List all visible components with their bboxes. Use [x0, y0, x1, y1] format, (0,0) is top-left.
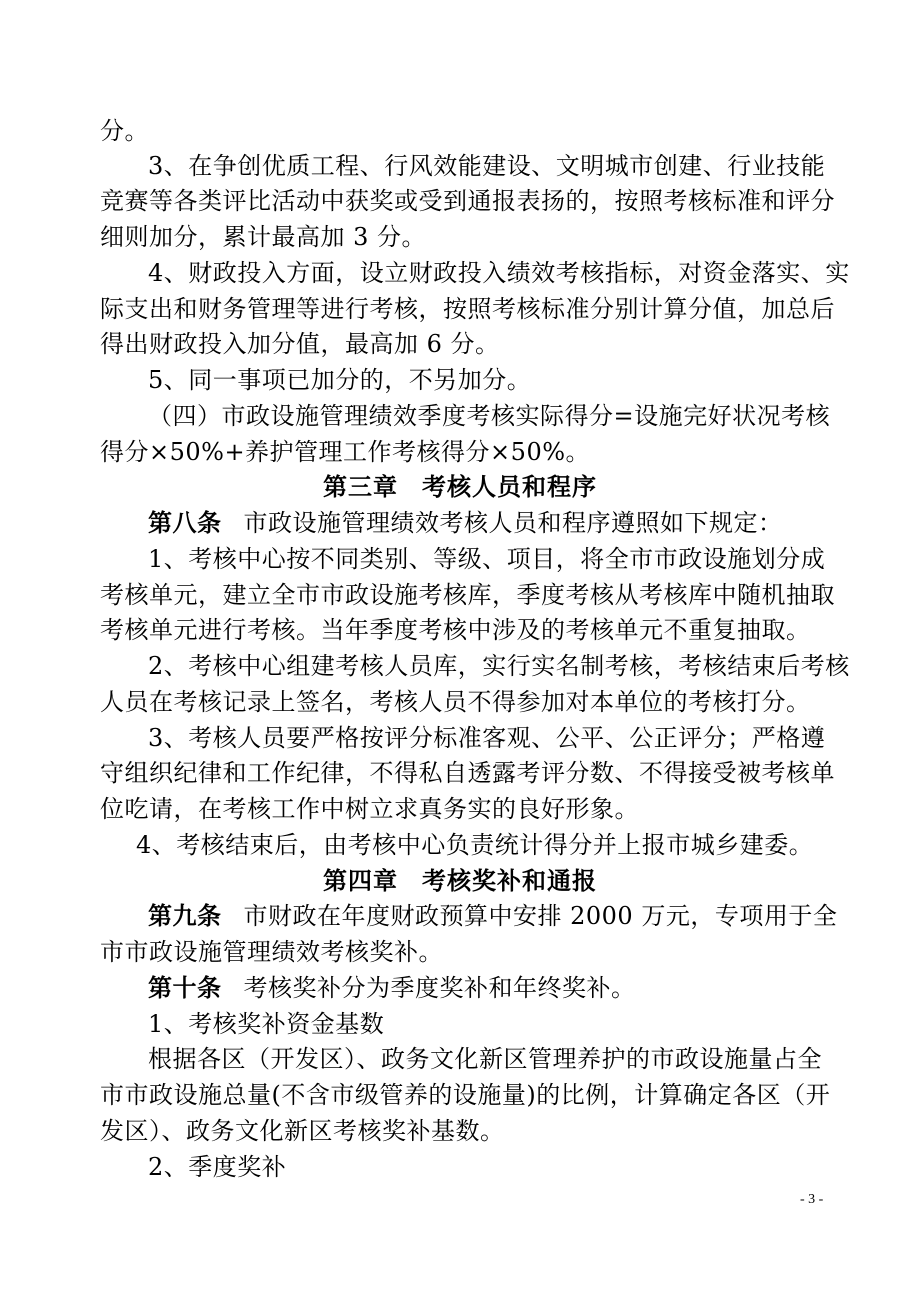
text-line: 发区）、政务文化新区考核奖补基数。: [100, 1117, 505, 1145]
text-line: 得分×50%+养护管理工作考核得分×50%。: [100, 438, 591, 466]
text-line: 根据各区（开发区）、政务文化新区管理养护的市政设施量占全: [148, 1045, 822, 1073]
text-line: 分。: [100, 117, 149, 145]
chapter-heading-3: [0, 472, 920, 502]
article-text: 考核奖补分为季度奖补和年终奖补。: [243, 974, 636, 1002]
text-line: 人员在考核记录上签名，考核人员不得参加对本单位的考核打分。: [100, 688, 811, 716]
text-line: 竞赛等各类评比活动中获奖或受到通报表扬的，按照考核标准和评分: [100, 187, 835, 215]
page-number: - 3 -: [800, 1192, 824, 1207]
text-line: 细则加分，累计最高加 3 分。: [100, 223, 427, 251]
text-line: 1、考核奖补资金基数: [148, 1010, 385, 1038]
text-line: 2、季度奖补: [148, 1153, 287, 1181]
chapter-number: 第三章: [323, 473, 398, 501]
text-line: 得出财政投入加分值，最高加 6 分。: [100, 330, 500, 358]
article-label: 第十条: [148, 974, 222, 1002]
chapter-title: 考核奖补和通报: [422, 867, 597, 895]
text-line: 4、财政投入方面，设立财政投入绩效考核指标，对资金落实、实: [148, 259, 850, 287]
article-10: [148, 973, 840, 1003]
article-text: 市政设施管理绩效考核人员和程序遵照如下规定：: [243, 509, 783, 537]
article-label: 第八条: [148, 509, 222, 537]
chapter-number: 第四章: [323, 867, 398, 895]
chapter-heading-4: [0, 866, 920, 896]
text-line: 5、同一事项已加分的，不另加分。: [148, 366, 532, 394]
text-line: 市市政设施总量(不含市级管养的设施量)的比例，计算确定各区（开: [100, 1081, 831, 1109]
article-label: 第九条: [148, 902, 222, 930]
chapter-title: 考核人员和程序: [422, 473, 597, 501]
text-line: 1、考核中心按不同类别、等级、项目，将全市市政设施划分成: [148, 545, 826, 573]
text-line: 4、考核结束后，由考核中心负责统计得分并上报市城乡建委。: [136, 831, 814, 859]
text-line: 际支出和财务管理等进行考核，按照考核标准分别计算分值，加总后: [100, 295, 835, 323]
text-line: 考核单元，建立全市市政设施考核库，季度考核从考核库中随机抽取: [100, 581, 835, 609]
text-line: 市市政设施管理绩效考核奖补。: [100, 938, 443, 966]
text-line: 3、考核人员要严格按评分标准客观、公平、公正评分；严格遵: [148, 724, 826, 752]
text-line: 2、考核中心组建考核人员库，实行实名制考核，考核结束后考核: [148, 652, 850, 680]
text-line: 守组织纪律和工作纪律，不得私自透露考评分数、不得接受被考核单: [100, 759, 835, 787]
text-line: 3、在争创优质工程、行风效能建设、文明城市创建、行业技能: [148, 152, 826, 180]
article-text: 市财政在年度财政预算中安排 2000 万元，专项用于全: [243, 902, 838, 930]
article-8: [148, 508, 840, 538]
text-line: 考核单元进行考核。当年季度考核中涉及的考核单元不重复抽取。: [100, 616, 811, 644]
text-line: 位吃请，在考核工作中树立求真务实的良好形象。: [100, 795, 639, 823]
article-9: [148, 901, 840, 931]
text-line: （四）市政设施管理绩效季度考核实际得分=设施完好状况考核: [148, 402, 831, 430]
